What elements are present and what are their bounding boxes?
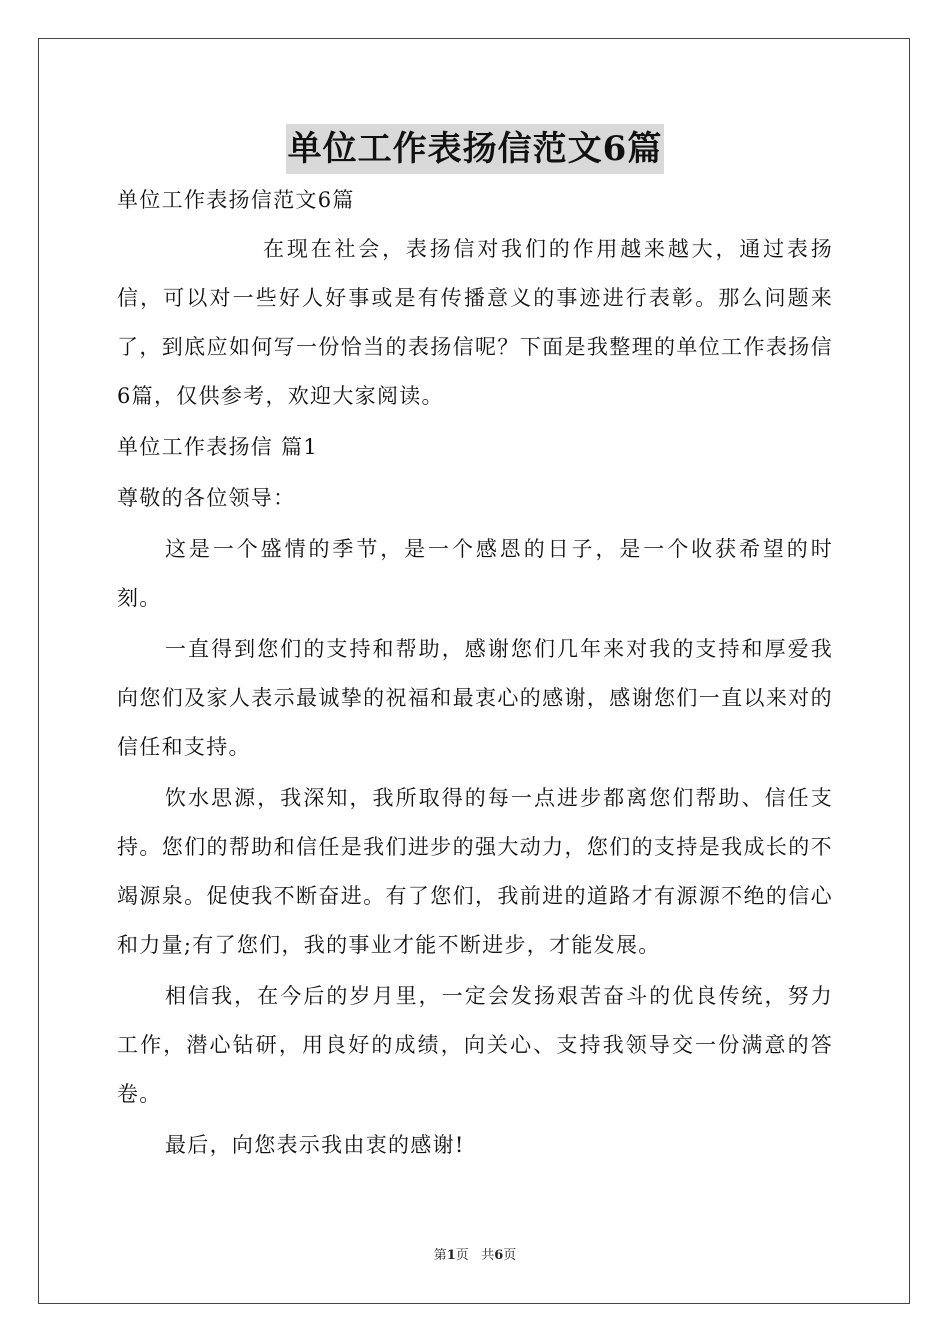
total-suffix: 页 [503,1248,517,1263]
page-prefix: 第 [433,1248,447,1263]
title-container [0,124,950,174]
document-subtitle: 单位工作表扬信范文6篇 [117,188,355,212]
section-heading: 单位工作表扬信 篇1 [117,435,319,459]
page-footer [0,1246,950,1266]
body-paragraph: 一直得到您们的支持和帮助，感谢您们几年来对我的支持和厚爱我向您们及家人表示最诚挚的祝福和最衷心的感谢，感谢您们一直以来对的信任和支持。 [117,637,833,759]
document-body [117,176,833,1172]
current-page-number: 1 [446,1248,456,1263]
total-page-number: 6 [494,1248,504,1263]
salutation: 尊敬的各位领导： [117,486,296,510]
body-paragraph: 这是一个盛情的季节，是一个感恩的日子，是一个收获希望的时刻。 [117,537,833,610]
body-paragraph: 最后，向您表示我由衷的感谢! [165,1133,465,1157]
document-title: 单位工作表扬信范文6篇 [286,124,665,174]
total-prefix: 共 [481,1248,495,1263]
intro-paragraph: 在现在社会，表扬信对我们的作用越来越大，通过表扬信，可以对一些好人好事或是有传播意义的事迹进行表彰。那么问题来了，到底应如何写一份恰当的表扬信呢？下面是我整理的单位工作表扬信6篇，仅供参考，欢迎大家阅读。 [117,237,833,408]
body-paragraph: 相信我，在今后的岁月里，一定会发扬艰苦奋斗的优良传统，努力工作，潜心钻研，用良好的成绩，向关心、支持我领导交一份满意的答卷。 [117,984,833,1106]
page-suffix: 页 [455,1248,469,1263]
body-paragraph: 饮水思源，我深知，我所取得的每一点进步都离您们帮助、信任支持。您们的帮助和信任是我们进步的强大动力，您们的支持是我成长的不竭源泉。促使我不断奋进。有了您们，我前进的道路才有源源不绝的信心和力量;有了您们，我的事业才能不断进步，才能发展。 [117,786,833,957]
